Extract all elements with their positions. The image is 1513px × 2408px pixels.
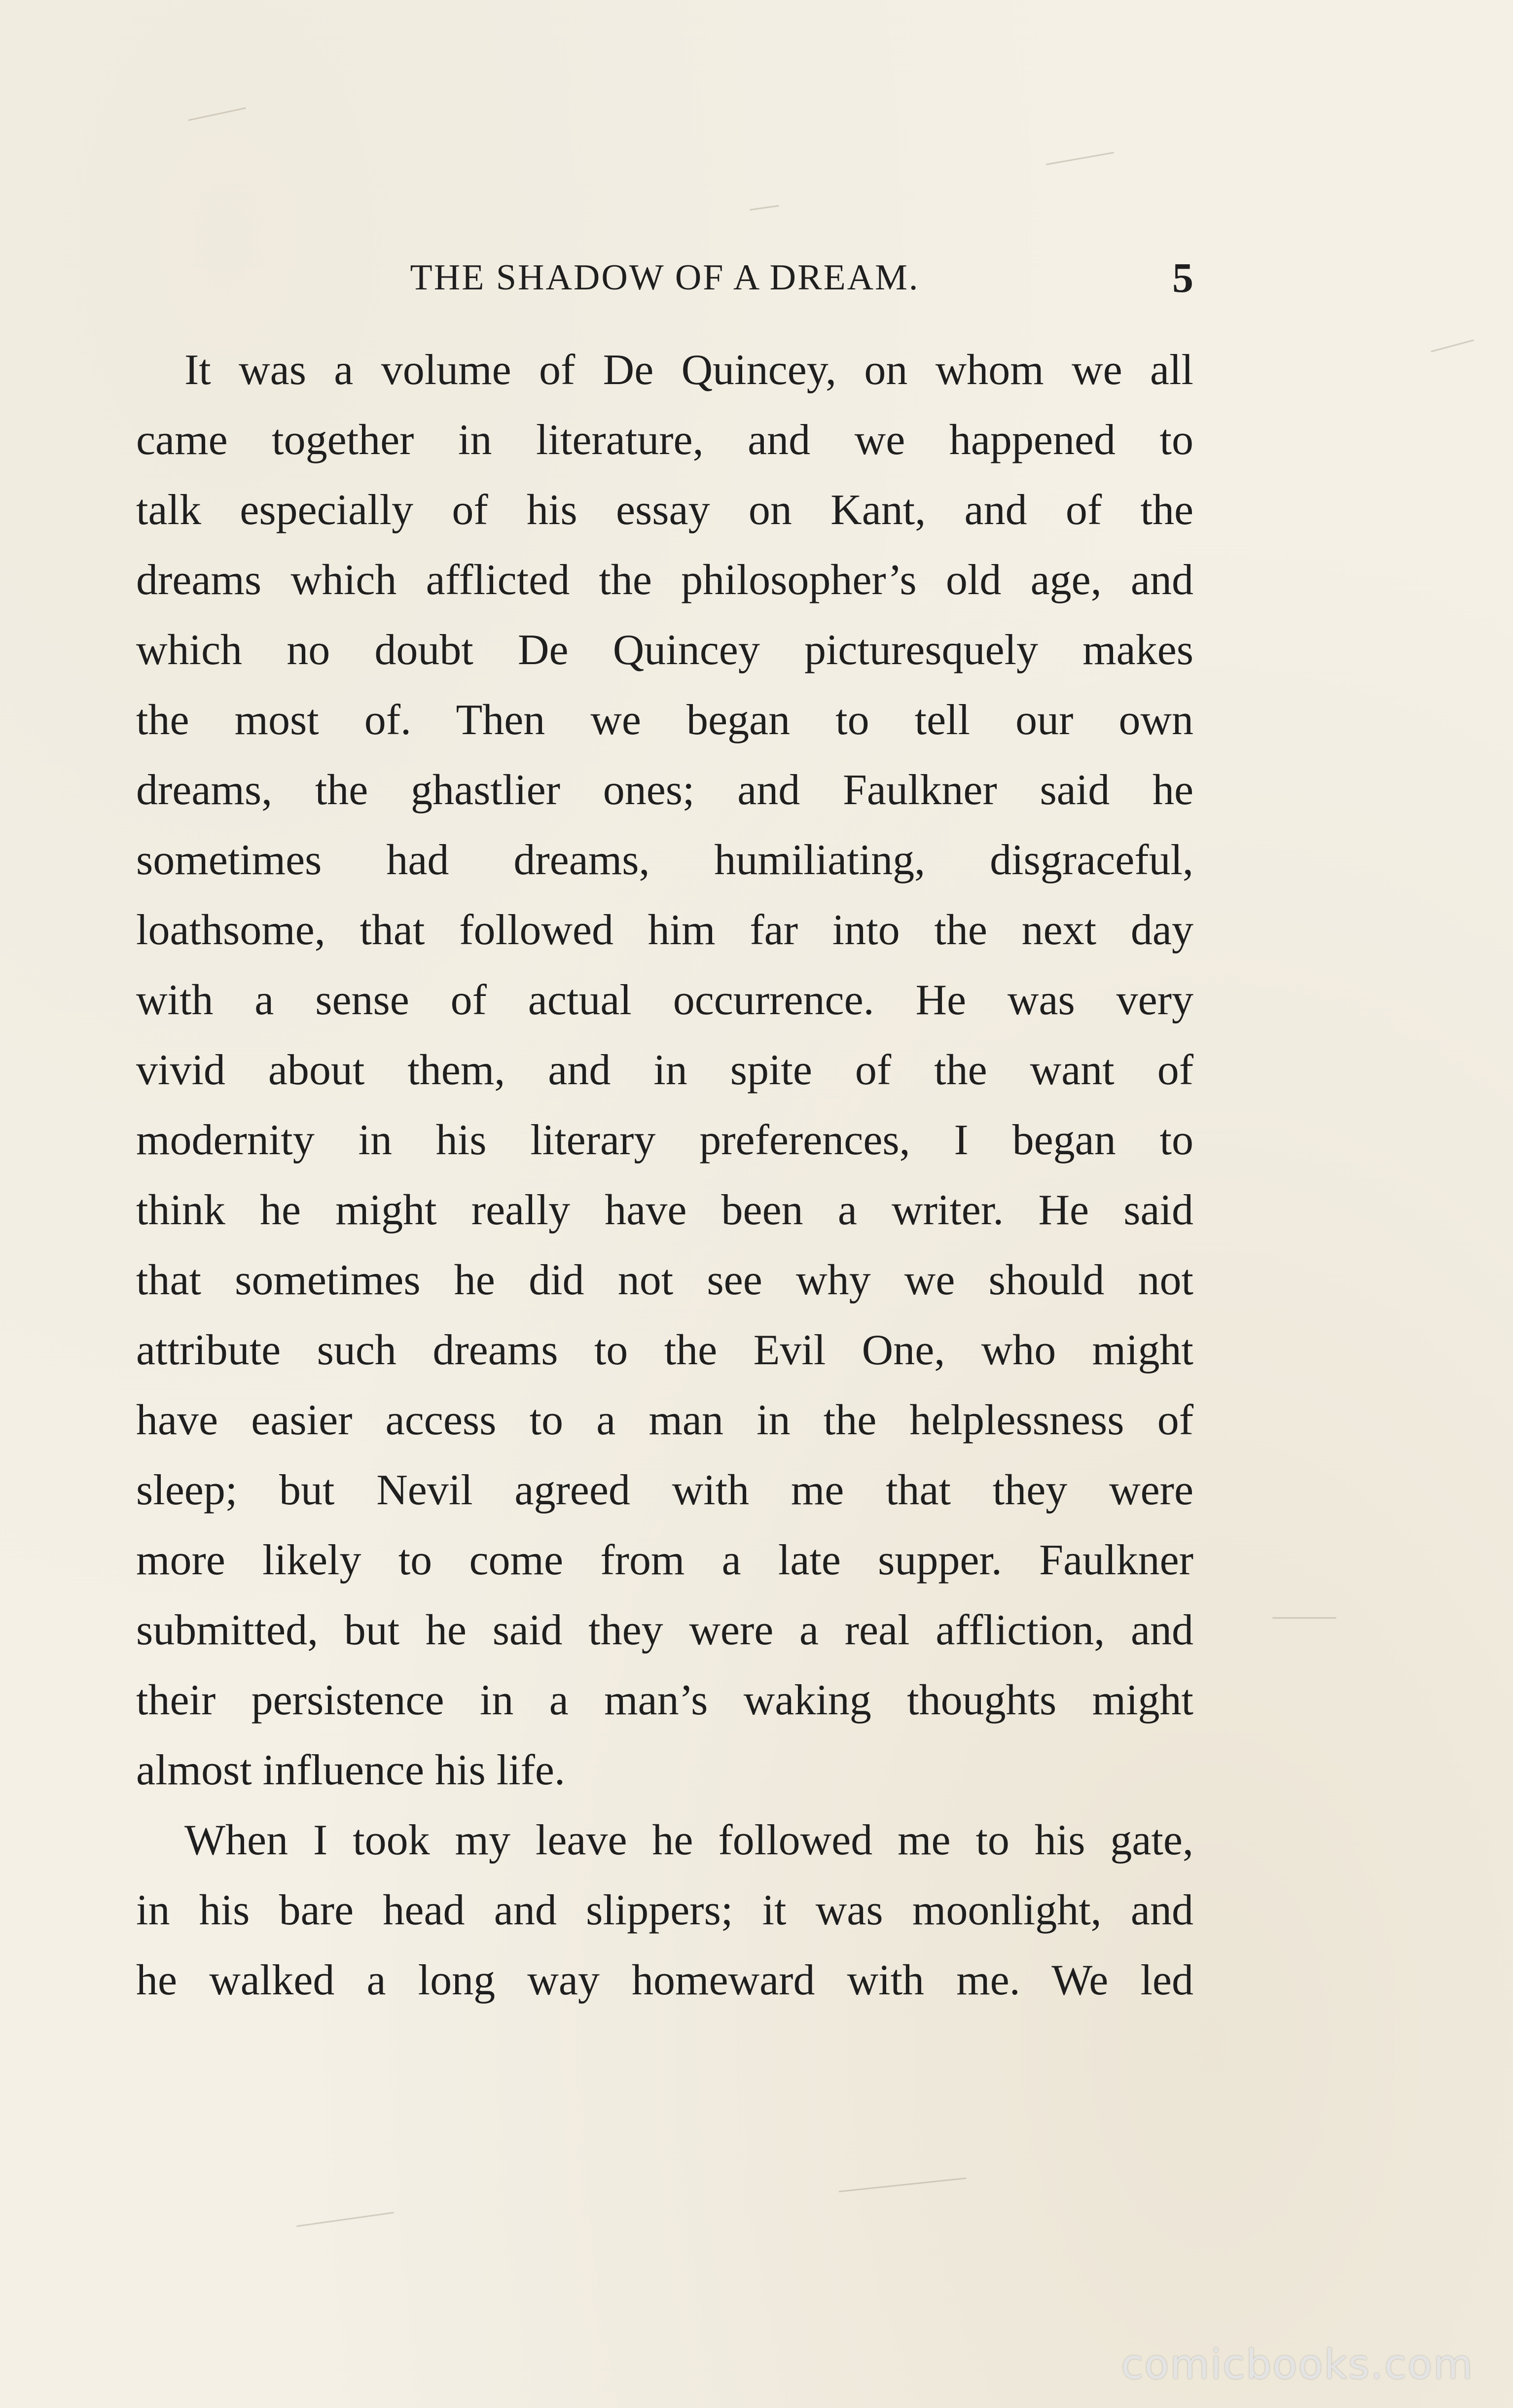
body-text	[136, 335, 1193, 2016]
paper-speck	[296, 2212, 394, 2227]
watermark: comicbooks.com	[1121, 2341, 1474, 2388]
text-line: came together in literature, and we happened to	[136, 416, 1193, 464]
paper-speck	[1431, 339, 1474, 352]
text-line: their persistence in a man’s waking thoughts might	[136, 1676, 1193, 1724]
paper-speck	[750, 205, 779, 211]
text-line: in his bare head and slippers; it was moonlight, and	[136, 1886, 1193, 1934]
running-title: THE SHADOW OF A DREAM.	[410, 257, 920, 298]
text-line: submitted, but he said they were a real affliction, and	[136, 1606, 1193, 1654]
paper-speck	[1272, 1617, 1336, 1619]
page-header	[136, 250, 1193, 305]
text-line: modernity in his literary preferences, I began to	[136, 1116, 1193, 1164]
text-line: have easier access to a man in the helplessness of	[136, 1396, 1193, 1444]
text-line: with a sense of actual occurrence. He was very	[136, 976, 1193, 1024]
text-line: more likely to come from a late supper. Faulkner	[136, 1536, 1193, 1584]
text-line: dreams which afflicted the philosopher’s old age, and	[136, 556, 1193, 604]
text-line: sleep; but Nevil agreed with me that they were	[136, 1466, 1193, 1514]
text-line: dreams, the ghastlier ones; and Faulkner said he	[136, 766, 1193, 814]
text-line: When I took my leave he followed me to his gate,	[184, 1816, 1193, 1864]
text-line: sometimes had dreams, humiliating, disgraceful,	[136, 836, 1193, 884]
text-line: he walked a long way homeward with me. We led	[136, 1956, 1193, 2004]
text-line: the most of. Then we began to tell our own	[136, 696, 1193, 744]
text-line: almost influence his life.	[136, 1746, 565, 1794]
paper-speck	[1046, 152, 1114, 165]
text-line: attribute such dreams to the Evil One, who might	[136, 1326, 1193, 1374]
paper-speck	[839, 2177, 967, 2192]
text-line: that sometimes he did not see why we should not	[136, 1256, 1193, 1304]
text-line: vivid about them, and in spite of the want of	[136, 1046, 1193, 1094]
text-line: talk especially of his essay on Kant, and of the	[136, 486, 1193, 534]
paper-speck	[188, 107, 246, 121]
text-line: which no doubt De Quincey picturesquely makes	[136, 626, 1193, 674]
text-line: It was a volume of De Quincey, on whom we all	[184, 346, 1193, 394]
text-line: think he might really have been a writer. He said	[136, 1186, 1193, 1234]
text-line: loathsome, that followed him far into the next day	[136, 906, 1193, 954]
page-number: 5	[1172, 254, 1193, 301]
